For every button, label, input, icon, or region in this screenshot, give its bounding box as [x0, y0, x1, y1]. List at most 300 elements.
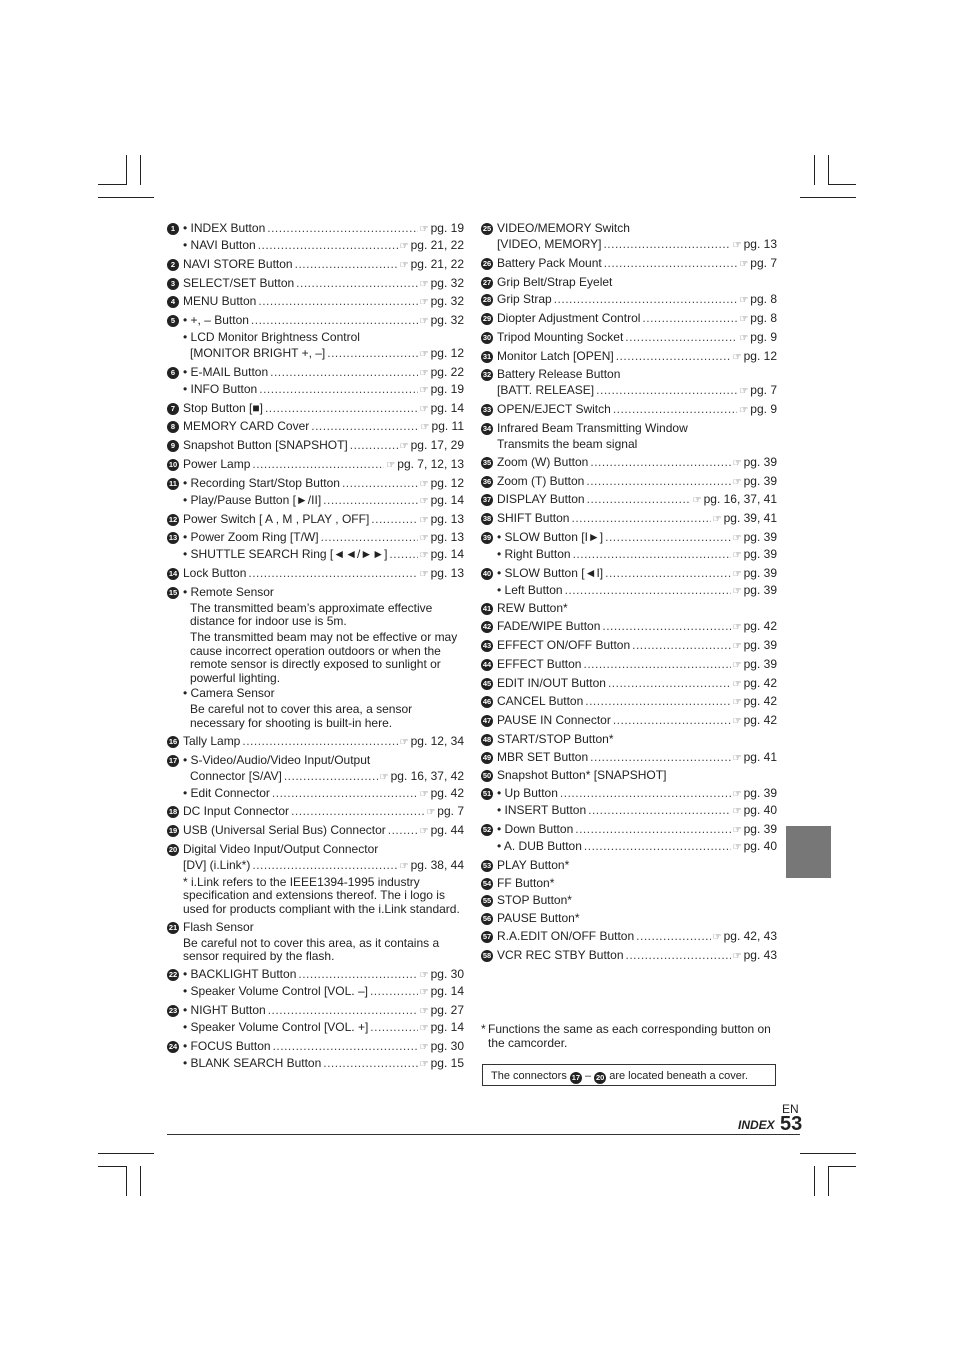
page-reference	[733, 840, 777, 855]
index-entry	[481, 658, 777, 673]
reference-hand-icon: ☞	[739, 386, 749, 398]
connector-note-pre: The connectors	[491, 1070, 567, 1082]
leader-dots	[584, 840, 731, 854]
entry-label: SHIFT Button	[497, 511, 570, 526]
index-entry	[167, 754, 464, 802]
page-reference	[400, 439, 464, 454]
page-reference	[733, 548, 777, 563]
entry-label: DISPLAY Button	[497, 492, 585, 507]
page-ref-text: pg. 15	[430, 1055, 464, 1070]
entry-label: • INSERT Button	[497, 803, 587, 818]
leader-dots	[252, 859, 397, 873]
page-ref-text: pg. 12	[430, 346, 464, 361]
page-ref-text: pg. 39	[743, 582, 777, 597]
index-entry	[481, 567, 777, 599]
entry-label: • Recording Start/Stop Button	[183, 475, 340, 490]
reference-hand-icon: ☞	[419, 1005, 429, 1017]
page-ref-text: pg. 14	[430, 1019, 464, 1034]
index-entry	[481, 677, 777, 692]
index-entry	[167, 843, 464, 917]
leader-dots	[327, 347, 417, 361]
entry-line	[183, 513, 464, 528]
index-entry	[167, 586, 464, 731]
reference-hand-icon: ☞	[732, 678, 742, 690]
entry-line	[183, 347, 464, 362]
entry-label: [VIDEO, MEMORY]	[497, 236, 602, 251]
crop-mark	[140, 155, 141, 185]
page-reference	[420, 1057, 464, 1072]
index-entry	[481, 368, 777, 399]
page-reference	[739, 384, 777, 399]
reference-hand-icon: ☞	[712, 931, 722, 943]
entry-label: Tally Lamp	[183, 733, 241, 748]
leader-dots	[596, 384, 737, 398]
page-reference	[420, 1040, 464, 1055]
page-reference	[380, 770, 464, 785]
reference-hand-icon: ☞	[739, 295, 749, 307]
entry-line	[183, 985, 464, 1000]
entry-label: Stop Button [■]	[183, 400, 263, 415]
entry-label: [BATT. RELEASE]	[497, 383, 595, 398]
entry-line	[183, 439, 464, 454]
page-reference	[420, 494, 464, 509]
index-entry	[167, 824, 464, 839]
number-badge: 30	[482, 332, 492, 342]
page-reference	[420, 1004, 464, 1019]
entry-label: EDIT IN/OUT Button	[497, 675, 606, 690]
page-ref-text: pg. 21, 22	[410, 237, 464, 252]
entry-label: • S-Video/Audio/Video Input/Output	[183, 752, 371, 767]
page-reference	[386, 458, 464, 473]
leader-dots	[265, 402, 418, 416]
leader-dots	[625, 331, 737, 345]
entry-label: • A. DUB Button	[497, 838, 582, 853]
page-reference	[733, 823, 777, 838]
number-badge: 56	[482, 914, 492, 924]
entry-label: Power Lamp	[183, 456, 251, 471]
number-badge: 31	[482, 351, 492, 361]
entry-description: The transmitted beam may not be effective or may cause incorrect operation outdoors or when the remote sensor is directly exposed to sunlight or powerful lighting.	[190, 630, 458, 685]
entry-label: VCR REC STBY Button	[497, 947, 624, 962]
number-badge: 23	[168, 1005, 178, 1015]
number-badge: 34	[482, 424, 492, 433]
page-ref-text: pg. 42, 43	[723, 928, 777, 943]
page-reference	[733, 567, 777, 582]
page-reference	[420, 314, 464, 329]
entry-line	[497, 293, 777, 308]
page-reference	[733, 787, 777, 802]
leader-dots	[259, 383, 417, 397]
reference-hand-icon: ☞	[739, 332, 749, 344]
page-ref-text: pg. 21, 22	[410, 256, 464, 271]
leader-dots	[604, 257, 738, 271]
entry-line	[497, 238, 777, 253]
index-right-column	[481, 222, 777, 967]
reference-hand-icon: ☞	[712, 514, 722, 526]
reference-hand-icon: ☞	[732, 789, 742, 801]
page-reference	[733, 677, 777, 692]
entry-label: PAUSE IN Connector	[497, 713, 611, 728]
index-entry	[481, 859, 777, 873]
page-reference	[420, 1021, 464, 1036]
entry-line	[183, 1057, 464, 1072]
page-reference	[733, 456, 777, 471]
crop-mark	[98, 197, 154, 198]
index-entry	[167, 567, 464, 582]
leader-dots	[571, 512, 710, 526]
entry-line	[497, 695, 777, 710]
number-badge: 10	[168, 459, 178, 469]
leader-dots	[602, 620, 730, 634]
number-badge: 6	[167, 367, 179, 379]
index-entry	[167, 968, 464, 1000]
index-entry	[167, 513, 464, 528]
page-ref-text: pg. 9	[750, 402, 777, 417]
leader-dots	[613, 403, 738, 417]
number-badge: 17	[168, 755, 178, 765]
entry-label: Zoom (T) Button	[497, 473, 585, 488]
entry-line	[497, 312, 777, 327]
leader-dots	[632, 639, 731, 653]
number-badge: 14	[168, 569, 178, 579]
page-ref-text: pg. 40	[743, 803, 777, 818]
number-badge: 18	[168, 807, 178, 817]
reference-hand-icon: ☞	[732, 752, 742, 764]
number-badge: 2	[167, 259, 179, 271]
reference-hand-icon: ☞	[419, 316, 429, 328]
page-reference	[400, 239, 464, 254]
entry-line	[497, 804, 777, 819]
page-ref-text: pg. 43	[743, 947, 777, 962]
footer-rule	[167, 1134, 800, 1135]
connector-note-box	[482, 1064, 776, 1086]
page-reference	[400, 735, 464, 750]
connector-note-dash: –	[584, 1070, 592, 1082]
leader-dots	[242, 735, 397, 749]
page-reference	[420, 985, 464, 1000]
entry-label: Monitor Latch [OPEN]	[497, 348, 614, 363]
page-ref-text: pg. 22	[430, 364, 464, 379]
entry-label: • FOCUS Button	[183, 1038, 271, 1053]
index-entry	[481, 222, 777, 253]
number-badge: 53	[482, 860, 492, 870]
leader-dots	[565, 584, 731, 598]
page-ref-text: pg. 39	[743, 822, 777, 836]
leader-dots	[575, 823, 730, 837]
page-ref-text: pg. 14	[430, 400, 464, 415]
number-badge: 49	[482, 752, 492, 762]
index-entry	[167, 295, 464, 310]
reference-hand-icon: ☞	[739, 258, 749, 270]
entry-line	[497, 567, 777, 582]
reference-hand-icon: ☞	[732, 549, 742, 561]
footnote-text: Functions the same as each corresponding button on the camcorder.	[488, 1022, 771, 1050]
page-ref-text: pg. 39, 41	[723, 511, 777, 526]
index-entry	[481, 602, 777, 616]
leader-dots	[608, 677, 731, 691]
reference-hand-icon: ☞	[739, 314, 749, 326]
reference-hand-icon: ☞	[732, 659, 742, 671]
entry-line	[497, 823, 777, 838]
reference-hand-icon: ☞	[419, 495, 429, 507]
page-reference	[733, 639, 777, 654]
reference-hand-icon: ☞	[419, 224, 429, 235]
leader-dots	[603, 238, 730, 252]
number-badge: 8	[167, 421, 179, 433]
page-reference	[420, 366, 464, 381]
entry-label: R.A.EDIT ON/OFF Button	[497, 928, 635, 943]
entry-label: • Speaker Volume Control [VOL. +]	[183, 1019, 369, 1034]
entry-label: STOP Button*	[497, 893, 572, 908]
entry-line	[183, 787, 464, 802]
page-ref-text: pg. 44	[430, 823, 464, 838]
entry-label: EFFECT Button	[497, 656, 582, 671]
entry-line	[497, 403, 777, 418]
entry-label: • Left Button	[497, 582, 563, 597]
reference-hand-icon: ☞	[426, 807, 436, 819]
reference-hand-icon: ☞	[399, 736, 409, 748]
page-reference	[420, 787, 464, 802]
page-ref-text: pg. 32	[430, 294, 464, 309]
page-ref-text: pg. 42	[743, 713, 777, 728]
index-entry	[481, 769, 777, 783]
leader-dots	[270, 366, 418, 380]
page-ref-text: pg. 7	[750, 255, 777, 270]
index-entry	[167, 277, 464, 292]
page-ref-text: pg. 39	[743, 565, 777, 580]
reference-hand-icon: ☞	[379, 771, 389, 783]
reference-hand-icon: ☞	[732, 585, 742, 597]
number-badge: 17	[571, 1073, 581, 1082]
reference-hand-icon: ☞	[419, 278, 429, 290]
number-badge: 16	[168, 736, 178, 746]
page-reference	[426, 805, 464, 820]
number-badge: 19	[168, 826, 178, 836]
page-reference	[739, 312, 777, 327]
page-ref-text: pg. 13	[430, 530, 464, 545]
page-ref-text: pg. 14	[430, 492, 464, 507]
entry-label: • SLOW Button [◄I]	[497, 565, 604, 580]
reference-hand-icon: ☞	[732, 716, 742, 728]
page-ref-text: pg. 7, 12, 13	[397, 456, 464, 471]
number-badge: 48	[482, 734, 492, 744]
entry-label: Transmits the beam signal	[497, 436, 638, 451]
entry-label: SELECT/SET Button	[183, 275, 295, 290]
index-entry	[481, 930, 777, 945]
leader-dots	[258, 239, 398, 253]
reference-hand-icon: ☞	[419, 987, 429, 999]
index-entry	[481, 422, 777, 452]
leader-dots	[311, 420, 418, 434]
leader-dots	[588, 804, 731, 818]
leader-dots	[573, 548, 731, 562]
leader-dots	[388, 824, 418, 838]
leader-dots	[295, 258, 398, 272]
page-reference	[400, 859, 464, 874]
entry-label: MBR SET Button	[497, 749, 589, 764]
entry-label: • Remote Sensor	[183, 584, 274, 599]
index-entry	[481, 823, 777, 855]
entry-line	[183, 805, 464, 820]
page-ref-text: pg. 39	[743, 473, 777, 488]
entry-label: VIDEO/MEMORY Switch	[497, 221, 630, 235]
leader-dots	[560, 787, 731, 801]
entry-label: Snapshot Button [SNAPSHOT]	[183, 438, 348, 453]
reference-hand-icon: ☞	[732, 457, 742, 469]
entry-label: Snapshot Button* [SNAPSHOT]	[497, 768, 667, 783]
reference-hand-icon: ☞	[419, 1041, 429, 1053]
number-badge: 25	[482, 224, 492, 233]
index-entry	[481, 912, 777, 926]
page-reference	[733, 751, 777, 766]
entry-label: • BACKLIGHT Button	[183, 967, 297, 982]
entry-label: • Edit Connector	[183, 785, 270, 800]
language-label: EN	[782, 1102, 799, 1116]
entry-label: • Right Button	[497, 546, 571, 561]
number-badge: 9	[167, 440, 179, 452]
page-reference	[420, 383, 464, 398]
leader-dots	[616, 350, 731, 364]
page-ref-text: pg. 19	[430, 381, 464, 396]
entry-line	[183, 477, 464, 492]
index-entry	[481, 894, 777, 908]
index-entry	[167, 420, 464, 435]
crop-mark	[800, 1153, 856, 1154]
page-reference	[733, 475, 777, 490]
reference-hand-icon: ☞	[692, 495, 702, 507]
crop-mark	[800, 197, 856, 198]
index-entry	[481, 949, 777, 964]
page-ref-text: pg. 27	[430, 1002, 464, 1017]
entry-line	[497, 620, 777, 635]
number-badge: 1	[167, 223, 179, 235]
entry-label: • Up Button	[497, 786, 558, 801]
page-reference	[420, 277, 464, 292]
index-entry	[167, 439, 464, 454]
entry-label: [MONITOR BRIGHT +, –]	[190, 346, 326, 361]
leader-dots	[298, 968, 417, 982]
entry-line	[183, 567, 464, 582]
number-badge: 55	[482, 896, 492, 906]
entry-label: NAVI STORE Button	[183, 256, 293, 271]
leader-dots	[642, 312, 737, 326]
page-reference	[420, 824, 464, 839]
page-ref-text: pg. 13	[430, 511, 464, 526]
number-badge: 42	[482, 622, 492, 632]
index-entry	[481, 695, 777, 710]
index-entry	[481, 733, 777, 747]
page-reference	[420, 222, 464, 237]
index-entry	[481, 456, 777, 471]
entry-label: • INDEX Button	[183, 221, 266, 235]
page-reference	[733, 238, 777, 253]
number-badge: 57	[482, 931, 492, 941]
entry-label: • Play/Pause Button [►/II]	[183, 492, 322, 507]
reference-hand-icon: ☞	[732, 568, 742, 580]
leader-dots	[342, 477, 418, 491]
number-badge: 11	[167, 478, 179, 490]
entry-label: Flash Sensor	[183, 919, 254, 934]
entry-label: Infrared Beam Transmitting Window	[497, 421, 688, 435]
entry-line	[497, 475, 777, 490]
entry-label: CANCEL Button	[497, 694, 584, 709]
crop-mark	[828, 155, 829, 185]
leader-dots	[251, 314, 418, 328]
footnote	[481, 1023, 781, 1050]
entry-label: • INFO Button	[183, 381, 258, 396]
page-ref-text: pg. 12	[743, 348, 777, 363]
page-ref-text: pg. 42	[743, 619, 777, 634]
leader-dots	[267, 222, 417, 236]
entry-label: FF Button*	[497, 875, 555, 890]
entry-line	[497, 512, 777, 527]
entry-line	[497, 840, 777, 855]
page-ref-text: pg. 7	[437, 804, 464, 819]
index-entry	[481, 493, 777, 508]
page-ref-text: pg. 39	[743, 786, 777, 801]
page-ref-text: pg. 12, 34	[410, 733, 464, 748]
number-badge: 13	[168, 533, 178, 543]
reference-hand-icon: ☞	[399, 441, 409, 453]
page-ref-text: pg. 14	[430, 984, 464, 999]
page-ref-text: pg. 41	[743, 749, 777, 764]
page-reference	[421, 420, 464, 435]
page-ref-text: pg. 12	[430, 475, 464, 490]
page-reference	[420, 347, 464, 362]
page-ref-text: pg. 19	[430, 221, 464, 235]
index-entry	[481, 787, 777, 819]
leader-dots	[636, 930, 710, 944]
entry-label: • LCD Monitor Brightness Control	[183, 330, 360, 345]
index-entry	[481, 276, 777, 290]
number-badge: 5	[167, 315, 179, 327]
number-badge: 3	[167, 278, 179, 290]
page-ref-text: pg. 30	[430, 1038, 464, 1053]
number-badge: 24	[168, 1041, 178, 1051]
index-entry	[481, 751, 777, 766]
index-entry	[481, 257, 777, 272]
leader-dots	[323, 494, 418, 508]
reference-hand-icon: ☞	[419, 569, 429, 581]
index-entry	[167, 402, 464, 417]
number-badge: 22	[168, 970, 178, 980]
reference-hand-icon: ☞	[732, 697, 742, 709]
leader-dots	[370, 1021, 417, 1035]
page-reference	[733, 620, 777, 635]
entry-label: Grip Belt/Strap Eyelet	[497, 274, 613, 289]
entry-label: Power Switch [ A , M , PLAY , OFF]	[183, 511, 370, 526]
entry-description: Be careful not to cover this area, a sensor necessary for shooting is built-in here.	[190, 702, 413, 730]
number-badge: 52	[482, 825, 492, 834]
reference-hand-icon: ☞	[732, 532, 742, 544]
leader-dots	[371, 513, 417, 527]
entry-label: Diopter Adjustment Control	[497, 311, 641, 326]
entry-line	[183, 314, 464, 329]
entry-line	[497, 658, 777, 673]
entry-description: * i.Link refers to the IEEE1394-1995 industry specification and extensions thereof. The i logo is used for products compliant with the i.Link standard.	[183, 874, 460, 916]
crop-mark	[828, 1166, 856, 1167]
number-badge: 33	[482, 405, 492, 415]
index-entry	[481, 331, 777, 346]
entry-label: • Camera Sensor	[183, 686, 275, 701]
entry-line	[497, 930, 777, 945]
number-badge: 29	[482, 314, 492, 324]
leader-dots	[590, 751, 731, 765]
entry-line	[183, 258, 464, 273]
leader-dots	[323, 1057, 417, 1071]
page-number: 53	[780, 1113, 803, 1135]
index-entry	[167, 1004, 464, 1036]
